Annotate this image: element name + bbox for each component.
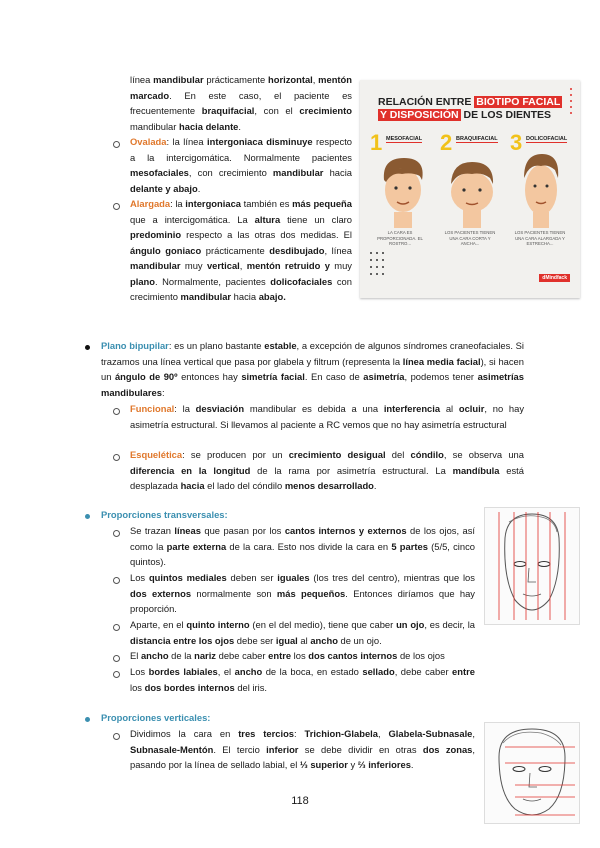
column-tag: MESOFACIAL	[386, 136, 423, 142]
list-item-quinto-interno: Aparte, en el quinto interno (en el del medio), tiene que caber un ojo, es decir, la distancia entre los ojos debe ser igual al ancho de un ojo.	[130, 619, 476, 646]
list-item-esqueletica: Esquelética: se producen por un crecimiento desigual del cóndilo, se observa una diferencia en la longitud de la rama por asimetría estructural. La mandíbula está desplazada hacia el lado del cóndilo menos desarrollado.	[130, 449, 525, 491]
paragraph-mandibular-horizontal: línea mandibular prácticamente horizontal, mentón marcado. En este caso, el paciente es frecuentemente braquifacial, con el crecimiento mandibular hacia delante.	[130, 74, 352, 132]
page-number: 118	[291, 795, 309, 807]
list-item-funcional: Funcional: la desviación mandibular es debida a una interferencia al ocluir, no hay asimetría estructural. Si llevamos al paciente a RC vemos que no hay asimetría estructural	[130, 403, 525, 430]
list-bullet	[113, 655, 120, 662]
list-bullet	[113, 454, 120, 461]
column-description: LOS PACIENTES TIENEN UNA CARA CORTA Y ANCHA...	[444, 230, 496, 246]
list-item-nariz: El ancho de la nariz debe caber entre los dos cantos internos de los ojos	[130, 650, 445, 661]
brand-logo: dMindfack	[539, 274, 570, 282]
list-item-bordes-labiales: Los bordes labiales, el ancho de la boca, en estado sellado, debe caber entre los dos bordes internos del iris.	[130, 666, 475, 693]
face-braquifacial-icon	[442, 152, 502, 228]
decorative-dots	[368, 250, 388, 280]
list-bullet	[113, 733, 120, 740]
list-bullet	[113, 203, 120, 210]
column-number: 3	[510, 130, 523, 155]
face-transversal-diagram-icon	[484, 507, 580, 625]
column-number: 2	[440, 130, 453, 155]
heading-proporciones-transversales: Proporciones transversales:	[101, 509, 228, 520]
list-bullet	[85, 345, 90, 350]
list-bullet	[85, 717, 90, 722]
column-number: 1	[370, 130, 383, 155]
list-bullet	[113, 624, 120, 631]
list-bullet	[85, 514, 90, 519]
column-tag: BRAQUIFACIAL	[456, 136, 498, 142]
list-bullet	[113, 577, 120, 584]
list-bullet	[113, 671, 120, 678]
column-description: LA CARA ES PROPORCIONADA. EL ROSTRO...	[377, 230, 423, 246]
face-mesofacial-icon	[374, 152, 432, 228]
list-item-tercios: Dividimos la cara en tres tercios: Trichion-Glabela, Glabela-Subnasale, Subnasale-Mentón. El tercio inferior se debe dividir en otras dos zonas, pasando por la línea de sellado labial, el ⅓ superior y ⅔ inferiores.	[130, 728, 476, 770]
infographic-title: RELACIÓN ENTRE BIOTIPO FACIAL Y DISPOSICIÓN DE LOS DIENTES	[378, 96, 561, 121]
face-vertical-diagram-icon	[484, 722, 580, 824]
list-bullet	[113, 141, 120, 148]
list-item-ovalada: Ovalada: la línea intergoniaca disminuye respecto a la intercigomática. Normalmente pacientes mesofaciales, con crecimiento mandibular hacia delante y abajo.	[130, 136, 353, 194]
list-item-quintos: Los quintos mediales deben ser iguales (los tres del centro), mientras que los dos externos normalmente son más pequeños. Entonces diríamos que hay proporción.	[130, 572, 475, 614]
column-description: LOS PACIENTES TIENEN UNA CARA ALARGADA Y ESTRECHA...	[514, 230, 566, 246]
biotipo-infographic	[360, 80, 580, 298]
paragraph-plano-bipupilar: Plano bipupilar: es un plano bastante estable, a excepción de algunos síndromes craneofaciales. Si trazamos una línea vertical que pasa por glabela y filtrum (representa la línea media facial), si hacen un ángulo de 90º entonces hay simetría facial. En caso de asimetría, podemos tener asimetrías mandibulares:	[101, 340, 524, 398]
face-dolicofacial-icon	[512, 148, 570, 228]
heading-proporciones-verticales: Proporciones verticales:	[101, 712, 211, 723]
list-bullet	[113, 530, 120, 537]
list-item-alargada: Alargada: la intergoniaca también es más pequeña que a intercigomática. La altura tiene un claro predominio respecto a las otras dos medidas. El ángulo goniaco prácticamente desdibujado, línea mandibular muy vertical, mentón retruido y muy plano. Normalmente, pacientes dolicofaciales con crecimiento mandibular hacia abajo.	[130, 198, 352, 302]
column-tag: DOLICOFACIAL	[526, 136, 568, 142]
decorative-dots-top	[568, 86, 574, 116]
list-bullet	[113, 408, 120, 415]
list-item-cantos: Se trazan líneas que pasan por los cantos internos y externos de los ojos, así como la parte externa de la cara. Esto nos divide la cara en 5 partes (5/5, cinco quintos).	[130, 525, 476, 567]
